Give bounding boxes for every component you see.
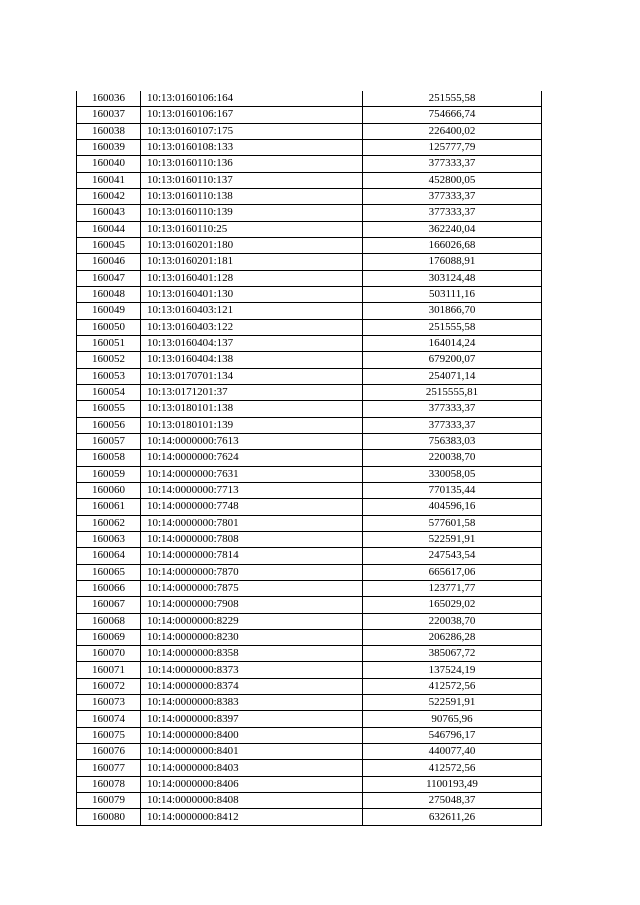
amount-cell: 226400,02	[363, 123, 542, 139]
cadastral-number-cell: 10:13:0160106:164	[141, 91, 363, 107]
cadastral-number-cell: 10:14:0000000:7814	[141, 548, 363, 564]
table-row	[77, 384, 542, 400]
cadastral-number-cell: 10:13:0180101:138	[141, 401, 363, 417]
cadastral-number-cell: 10:13:0160201:181	[141, 254, 363, 270]
cadastral-number-cell: 10:13:0160106:167	[141, 107, 363, 123]
cadastral-number-cell: 10:14:0000000:8383	[141, 695, 363, 711]
row-number-cell: 160057	[77, 433, 141, 449]
cadastral-number-cell: 10:14:0000000:7631	[141, 466, 363, 482]
amount-cell: 303124,48	[363, 270, 542, 286]
cadastral-number-cell: 10:13:0160110:138	[141, 188, 363, 204]
cadastral-number-cell: 10:14:0000000:7801	[141, 515, 363, 531]
cadastral-number-cell: 10:13:0160403:121	[141, 303, 363, 319]
row-number-cell: 160062	[77, 515, 141, 531]
table-row	[77, 597, 542, 613]
table-row	[77, 515, 542, 531]
table-row	[77, 123, 542, 139]
cadastral-number-cell: 10:14:0000000:8412	[141, 809, 363, 825]
cadastral-number-cell: 10:13:0160404:138	[141, 352, 363, 368]
row-number-cell: 160077	[77, 760, 141, 776]
row-number-cell: 160042	[77, 188, 141, 204]
row-number-cell: 160065	[77, 564, 141, 580]
row-number-cell: 160046	[77, 254, 141, 270]
table-row	[77, 91, 542, 107]
amount-cell: 125777,79	[363, 139, 542, 155]
cadastral-number-cell: 10:14:0000000:7908	[141, 597, 363, 613]
cadastral-number-cell: 10:14:0000000:7875	[141, 580, 363, 596]
row-number-cell: 160072	[77, 678, 141, 694]
row-number-cell: 160074	[77, 711, 141, 727]
row-number-cell: 160037	[77, 107, 141, 123]
amount-cell: 577601,58	[363, 515, 542, 531]
row-number-cell: 160052	[77, 352, 141, 368]
amount-cell: 164014,24	[363, 335, 542, 351]
row-number-cell: 160061	[77, 499, 141, 515]
row-number-cell: 160056	[77, 417, 141, 433]
amount-cell: 522591,91	[363, 695, 542, 711]
row-number-cell: 160078	[77, 776, 141, 792]
cadastral-number-cell: 10:14:0000000:8230	[141, 629, 363, 645]
table-row	[77, 221, 542, 237]
amount-cell: 665617,06	[363, 564, 542, 580]
row-number-cell: 160073	[77, 695, 141, 711]
row-number-cell: 160068	[77, 613, 141, 629]
row-number-cell: 160050	[77, 319, 141, 335]
row-number-cell: 160080	[77, 809, 141, 825]
table-row	[77, 482, 542, 498]
cadastral-number-cell: 10:14:0000000:8400	[141, 727, 363, 743]
row-number-cell: 160044	[77, 221, 141, 237]
table-row	[77, 139, 542, 155]
cadastral-number-cell: 10:14:0000000:8358	[141, 646, 363, 662]
row-number-cell: 160047	[77, 270, 141, 286]
amount-cell: 275048,37	[363, 793, 542, 809]
cadastral-number-cell: 10:13:0171201:37	[141, 384, 363, 400]
table-row	[77, 695, 542, 711]
amount-cell: 412572,56	[363, 678, 542, 694]
row-number-cell: 160040	[77, 156, 141, 172]
table-row	[77, 564, 542, 580]
table-row	[77, 237, 542, 253]
table-row	[77, 319, 542, 335]
row-number-cell: 160060	[77, 482, 141, 498]
row-number-cell: 160045	[77, 237, 141, 253]
amount-cell: 247543,54	[363, 548, 542, 564]
table-row	[77, 499, 542, 515]
amount-cell: 301866,70	[363, 303, 542, 319]
table-row	[77, 744, 542, 760]
amount-cell: 377333,37	[363, 401, 542, 417]
cadastral-number-cell: 10:13:0160404:137	[141, 335, 363, 351]
table-row	[77, 711, 542, 727]
cadastral-number-cell: 10:13:0160110:139	[141, 205, 363, 221]
amount-cell: 1100193,49	[363, 776, 542, 792]
table-row	[77, 188, 542, 204]
amount-cell: 452800,05	[363, 172, 542, 188]
cadastral-number-cell: 10:14:0000000:8408	[141, 793, 363, 809]
amount-cell: 166026,68	[363, 237, 542, 253]
table-row	[77, 417, 542, 433]
cadastral-number-cell: 10:13:0170701:134	[141, 368, 363, 384]
table-row	[77, 254, 542, 270]
row-number-cell: 160055	[77, 401, 141, 417]
table-row	[77, 727, 542, 743]
cadastral-number-cell: 10:14:0000000:8403	[141, 760, 363, 776]
amount-cell: 165029,02	[363, 597, 542, 613]
amount-cell: 206286,28	[363, 629, 542, 645]
table-row	[77, 286, 542, 302]
table-row	[77, 107, 542, 123]
table-row	[77, 776, 542, 792]
amount-cell: 377333,37	[363, 205, 542, 221]
row-number-cell: 160049	[77, 303, 141, 319]
row-number-cell: 160053	[77, 368, 141, 384]
row-number-cell: 160067	[77, 597, 141, 613]
cadastral-number-cell: 10:14:0000000:8374	[141, 678, 363, 694]
table-row	[77, 466, 542, 482]
row-number-cell: 160079	[77, 793, 141, 809]
amount-cell: 90765,96	[363, 711, 542, 727]
table-row	[77, 793, 542, 809]
cadastral-number-cell: 10:14:0000000:8373	[141, 662, 363, 678]
table-row	[77, 760, 542, 776]
amount-cell: 440077,40	[363, 744, 542, 760]
table-row	[77, 809, 542, 825]
table-row	[77, 401, 542, 417]
table-row	[77, 205, 542, 221]
cadastral-number-cell: 10:13:0160108:133	[141, 139, 363, 155]
ledger-table	[76, 91, 542, 826]
ledger-table-body	[77, 91, 542, 825]
cadastral-number-cell: 10:13:0160201:180	[141, 237, 363, 253]
amount-cell: 362240,04	[363, 221, 542, 237]
amount-cell: 404596,16	[363, 499, 542, 515]
cadastral-number-cell: 10:14:0000000:7613	[141, 433, 363, 449]
row-number-cell: 160054	[77, 384, 141, 400]
row-number-cell: 160051	[77, 335, 141, 351]
cadastral-number-cell: 10:14:0000000:7713	[141, 482, 363, 498]
row-number-cell: 160075	[77, 727, 141, 743]
row-number-cell: 160069	[77, 629, 141, 645]
cadastral-number-cell: 10:13:0160401:128	[141, 270, 363, 286]
table-row	[77, 450, 542, 466]
amount-cell: 220038,70	[363, 613, 542, 629]
amount-cell: 377333,37	[363, 188, 542, 204]
table-row	[77, 335, 542, 351]
table-row	[77, 156, 542, 172]
row-number-cell: 160076	[77, 744, 141, 760]
amount-cell: 2515555,81	[363, 384, 542, 400]
table-row	[77, 352, 542, 368]
amount-cell: 412572,56	[363, 760, 542, 776]
cadastral-number-cell: 10:13:0160401:130	[141, 286, 363, 302]
amount-cell: 632611,26	[363, 809, 542, 825]
row-number-cell: 160043	[77, 205, 141, 221]
row-number-cell: 160041	[77, 172, 141, 188]
row-number-cell: 160058	[77, 450, 141, 466]
row-number-cell: 160071	[77, 662, 141, 678]
table-row	[77, 678, 542, 694]
table-row	[77, 303, 542, 319]
row-number-cell: 160064	[77, 548, 141, 564]
row-number-cell: 160048	[77, 286, 141, 302]
row-number-cell: 160063	[77, 531, 141, 547]
row-number-cell: 160039	[77, 139, 141, 155]
row-number-cell: 160036	[77, 91, 141, 107]
cadastral-number-cell: 10:14:0000000:7748	[141, 499, 363, 515]
table-row	[77, 662, 542, 678]
amount-cell: 176088,91	[363, 254, 542, 270]
amount-cell: 754666,74	[363, 107, 542, 123]
amount-cell: 251555,58	[363, 91, 542, 107]
table-row	[77, 646, 542, 662]
amount-cell: 503111,16	[363, 286, 542, 302]
table-row	[77, 172, 542, 188]
cadastral-number-cell: 10:13:0160107:175	[141, 123, 363, 139]
table-row	[77, 613, 542, 629]
table-row	[77, 270, 542, 286]
amount-cell: 254071,14	[363, 368, 542, 384]
row-number-cell: 160066	[77, 580, 141, 596]
table-row	[77, 580, 542, 596]
amount-cell: 377333,37	[363, 156, 542, 172]
amount-cell: 123771,77	[363, 580, 542, 596]
amount-cell: 546796,17	[363, 727, 542, 743]
table-row	[77, 548, 542, 564]
amount-cell: 251555,58	[363, 319, 542, 335]
amount-cell: 770135,44	[363, 482, 542, 498]
cadastral-number-cell: 10:14:0000000:8401	[141, 744, 363, 760]
cadastral-number-cell: 10:13:0160403:122	[141, 319, 363, 335]
table-row	[77, 368, 542, 384]
table-row	[77, 433, 542, 449]
row-number-cell: 160038	[77, 123, 141, 139]
cadastral-number-cell: 10:13:0160110:25	[141, 221, 363, 237]
table-row	[77, 531, 542, 547]
amount-cell: 137524,19	[363, 662, 542, 678]
amount-cell: 385067,72	[363, 646, 542, 662]
cadastral-number-cell: 10:14:0000000:8406	[141, 776, 363, 792]
cadastral-number-cell: 10:14:0000000:7624	[141, 450, 363, 466]
cadastral-number-cell: 10:14:0000000:7870	[141, 564, 363, 580]
cadastral-number-cell: 10:13:0160110:137	[141, 172, 363, 188]
cadastral-number-cell: 10:13:0180101:139	[141, 417, 363, 433]
cadastral-number-cell: 10:14:0000000:8397	[141, 711, 363, 727]
amount-cell: 756383,03	[363, 433, 542, 449]
cadastral-number-cell: 10:14:0000000:7808	[141, 531, 363, 547]
row-number-cell: 160070	[77, 646, 141, 662]
amount-cell: 330058,05	[363, 466, 542, 482]
cadastral-number-cell: 10:13:0160110:136	[141, 156, 363, 172]
amount-cell: 377333,37	[363, 417, 542, 433]
cadastral-number-cell: 10:14:0000000:8229	[141, 613, 363, 629]
row-number-cell: 160059	[77, 466, 141, 482]
table-row	[77, 629, 542, 645]
amount-cell: 679200,07	[363, 352, 542, 368]
amount-cell: 522591,91	[363, 531, 542, 547]
amount-cell: 220038,70	[363, 450, 542, 466]
